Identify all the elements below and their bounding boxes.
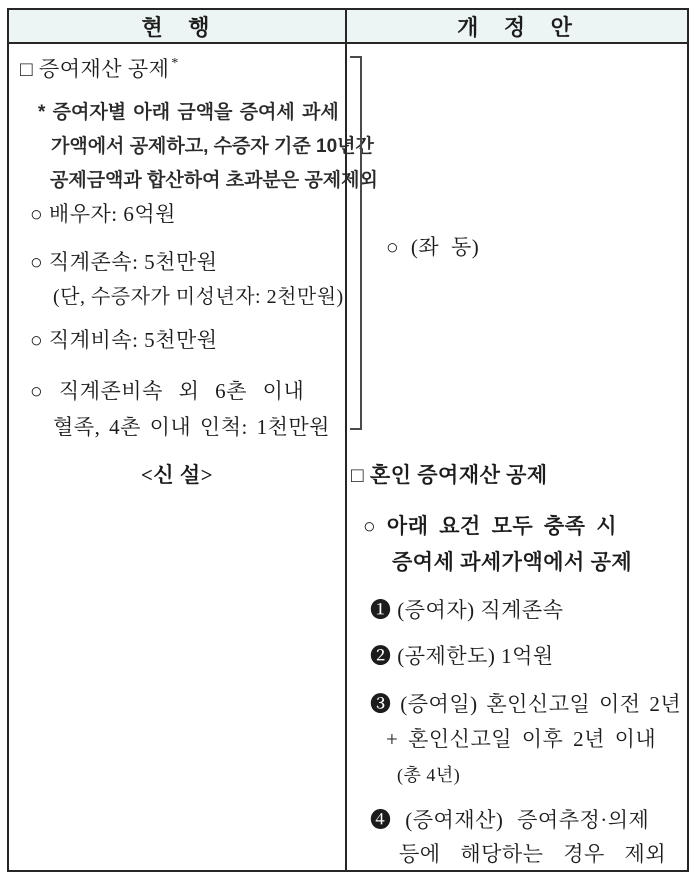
requirement-2: ❷ (공제한도) 1억원 xyxy=(370,644,554,668)
revised-intro-line-1: ○ 아래 요건 모두 충족 시 xyxy=(363,514,618,538)
item-lineal-ascendant: ○ 직계존속: 5천만원 xyxy=(30,250,218,274)
footnote-marker: * xyxy=(171,56,179,71)
item-lineal-descendant: ○ 직계비속: 5천만원 xyxy=(30,328,218,352)
header-revised: 개 정 안 xyxy=(457,14,575,40)
requirement-3-line-1: ❸ (증여일) 혼인신고일 이전 2년 xyxy=(370,692,682,716)
current-section-title-text: □ 증여재산 공제 xyxy=(20,57,170,81)
item-spouse: ○ 배우자: 6억원 xyxy=(30,202,176,226)
footnote-line-1: * 증여자별 아래 금액을 증여세 과세 xyxy=(38,102,339,123)
item-other-relatives-line-1: ○ 직계존비속 외 6촌 이내 xyxy=(30,379,305,403)
same-as-left: ○ (좌 동) xyxy=(386,235,480,259)
item-lineal-ascendant-note: (단, 수증자가 미성년자: 2천만원) xyxy=(53,286,344,308)
requirement-4-line-1: ❹ (증여재산) 증여추정·의제 xyxy=(370,808,650,832)
table-header-row xyxy=(9,10,687,44)
new-provision-label: <신 설> xyxy=(140,463,214,487)
requirement-4-line-2: 등에 해당하는 경우 제외 xyxy=(399,842,667,866)
revised-intro-line-2: 증여세 과세가액에서 공제 xyxy=(392,550,633,574)
footnote-line-2: 가액에서 공제하고, 수증자 기준 10년간 xyxy=(51,136,374,157)
current-section-title xyxy=(20,56,179,86)
header-current: 현 행 xyxy=(141,14,213,40)
footnote-line-3: 공제금액과 합산하여 초과분은 공제제외 xyxy=(50,170,378,191)
revised-section-title: □ 혼인 증여재산 공제 xyxy=(351,463,548,487)
requirement-1: ❶ (증여자) 직계존속 xyxy=(370,598,564,622)
group-bracket xyxy=(350,56,362,430)
requirement-3-line-3: (총 4년) xyxy=(397,765,461,785)
requirement-3-line-2: + 혼인신고일 이후 2년 이내 xyxy=(386,727,657,751)
item-other-relatives-line-2: 혈족, 4촌 이내 인척: 1천만원 xyxy=(53,415,330,439)
